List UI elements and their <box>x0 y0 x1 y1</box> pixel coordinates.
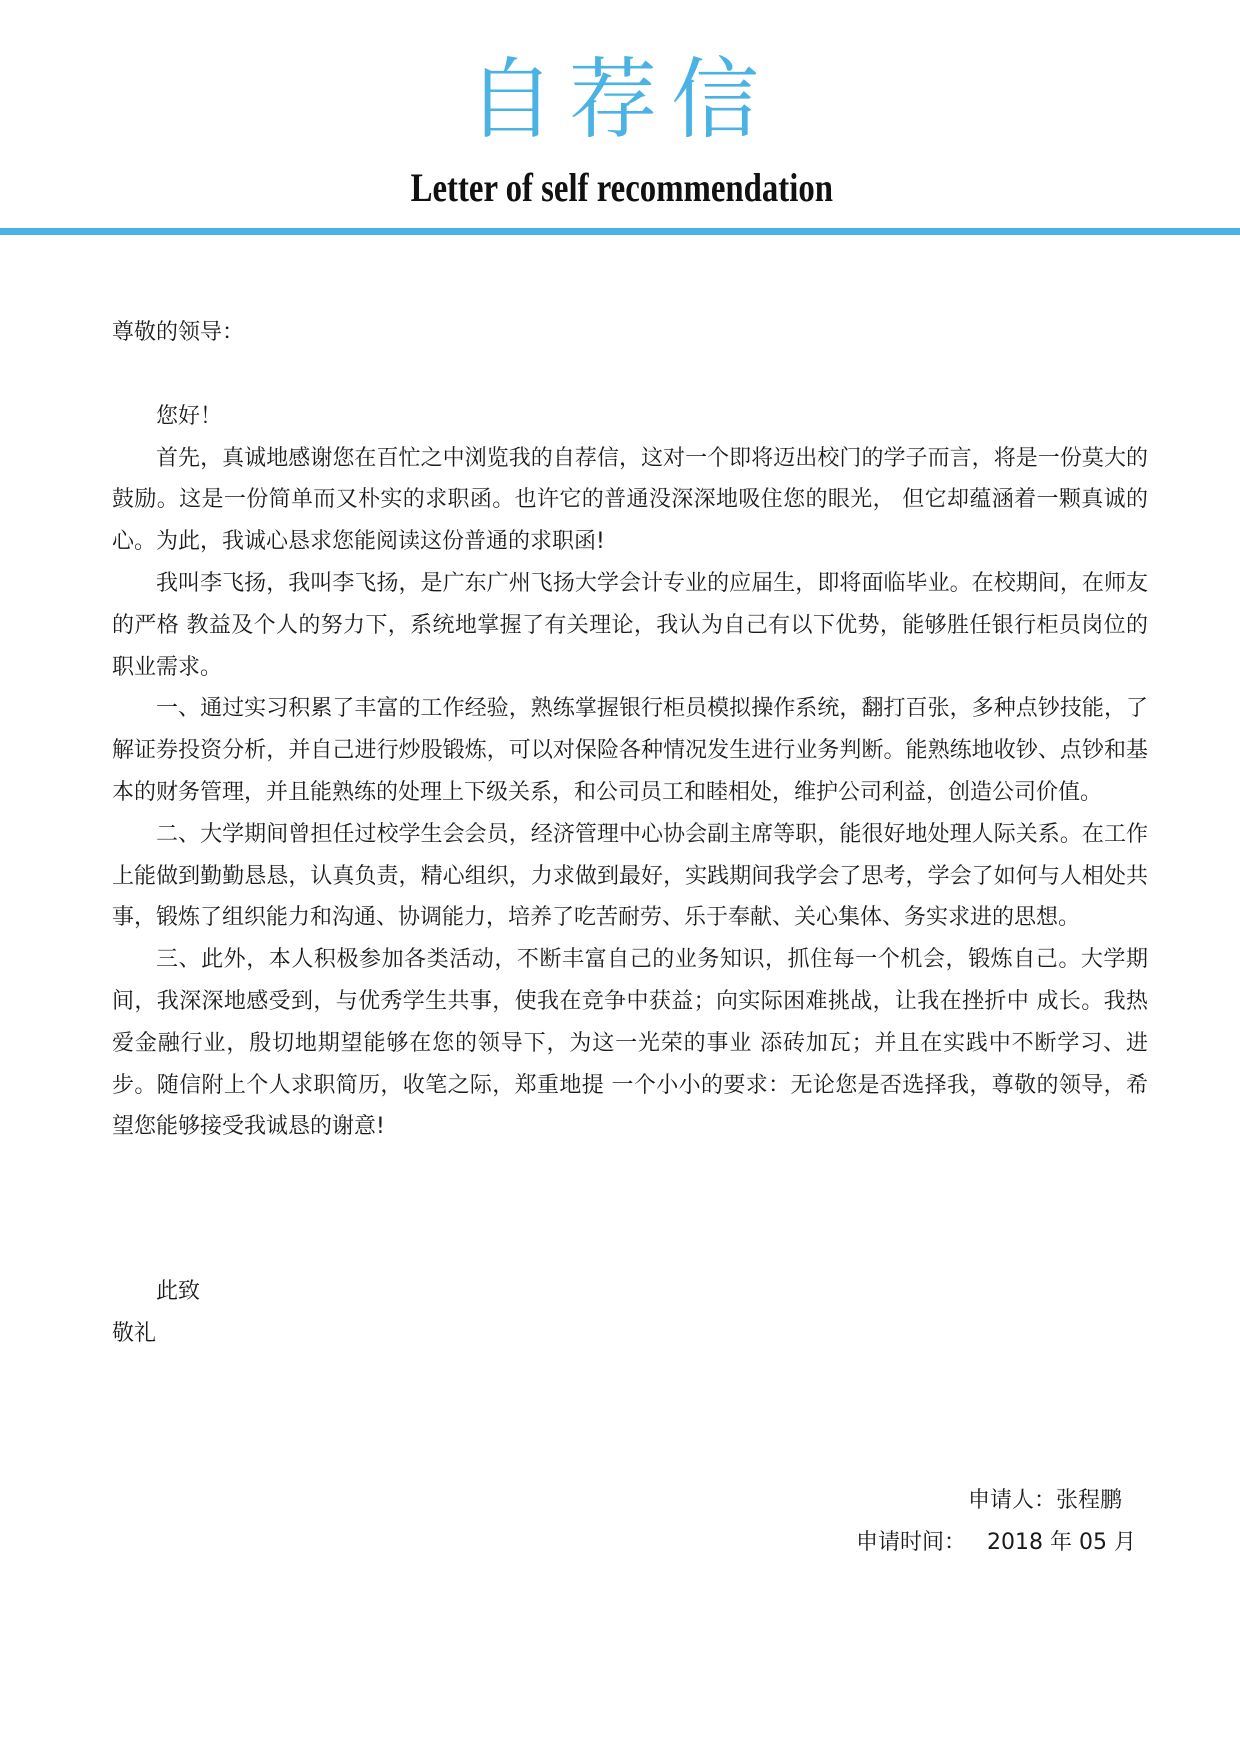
closing-jingli: 敬礼 <box>112 1320 157 1346</box>
applicant-row <box>716 1480 1136 1522</box>
strength-three-paragraph: 三、此外，本人积极参加各类活动，不断丰富自己的业务知识，抓住每一个机会，锻炼自己。大学期间，我深深地感受到，与优秀学生共事，使我在竞争中获益；向实际困难挑战，让我在挫折中 成长。我热爱金融行业，殷切地期望能够在您的领导下，为这一光荣的事业 添砖加瓦；并且在实践中不断学习、进步。随信附上个人求职简历，收笔之际，郑重地提 一个小小的要求：无论您是否选择我，尊敬的领导，希望您能够接受我诚恳的谢意! <box>112 947 1148 1140</box>
greeting-paragraph: 您好！ <box>156 403 223 429</box>
applicant-label: 申请人： <box>967 1488 1056 1513</box>
self-introduction-paragraph: 我叫李飞扬，我叫李飞扬，是广东广州飞扬大学会计专业的应届生，即将面临毕业。在校期间，在师友的严格 教益及个人的努力下，系统地掌握了有关理论，我认为自己有以下优势，能够胜任银行柜员岗位的职业需求。 <box>112 570 1148 680</box>
letter-header <box>0 0 1240 240</box>
header-divider <box>0 228 1240 235</box>
date-row <box>716 1522 1136 1564</box>
salutation: 尊敬的领导： <box>112 320 245 345</box>
letter-body <box>112 312 1148 1148</box>
intro-paragraph: 首先，真诚地感谢您在百忙之中浏览我的自荐信，这对一个即将迈出校门的学子而言，将是一份莫大的鼓励。这是一份简单而又朴实的求职函。也许它的普通没深深地吸住您的眼光， 但它却蕴涵着一颗真诚的心。为此，我诚心恳求您能阅读这份普通的求职函! <box>112 445 1148 555</box>
letter-closing <box>112 1271 712 1355</box>
date-label: 申请时间： <box>856 1530 967 1555</box>
title-chinese: 自荐信 <box>466 48 773 151</box>
applicant-name: 张程鹏 <box>1055 1488 1122 1513</box>
signature-block <box>716 1480 1136 1564</box>
closing-cizhi: 此致 <box>156 1279 201 1304</box>
title-english: Letter of self recommendation <box>410 165 833 210</box>
date-value: 2018 年 05 月 <box>987 1530 1136 1555</box>
strength-two-paragraph: 二、大学期间曾担任过校学生会会员，经济管理中心协会副主席等职，能很好地处理人际关系。在工作上能做到勤勤恳恳，认真负责，精心组织，力求做到最好，实践期间我学会了思考，学会了如何与人相处共事，锻炼了组织能力和沟通、协调能力，培养了吃苦耐劳、乐于奉献、关心集体、务实求进的思想。 <box>112 821 1148 931</box>
strength-one-paragraph: 一、通过实习积累了丰富的工作经验，熟练掌握银行柜员模拟操作系统，翻打百张，多种点钞技能，了解证券投资分析，并自己进行炒股锻炼，可以对保险各种情况发生进行业务判断。能熟练地收钞、点钞和基本的财务管理，并且能熟练的处理上下级关系，和公司员工和睦相处，维护公司利益，创造公司价值。 <box>112 696 1148 805</box>
